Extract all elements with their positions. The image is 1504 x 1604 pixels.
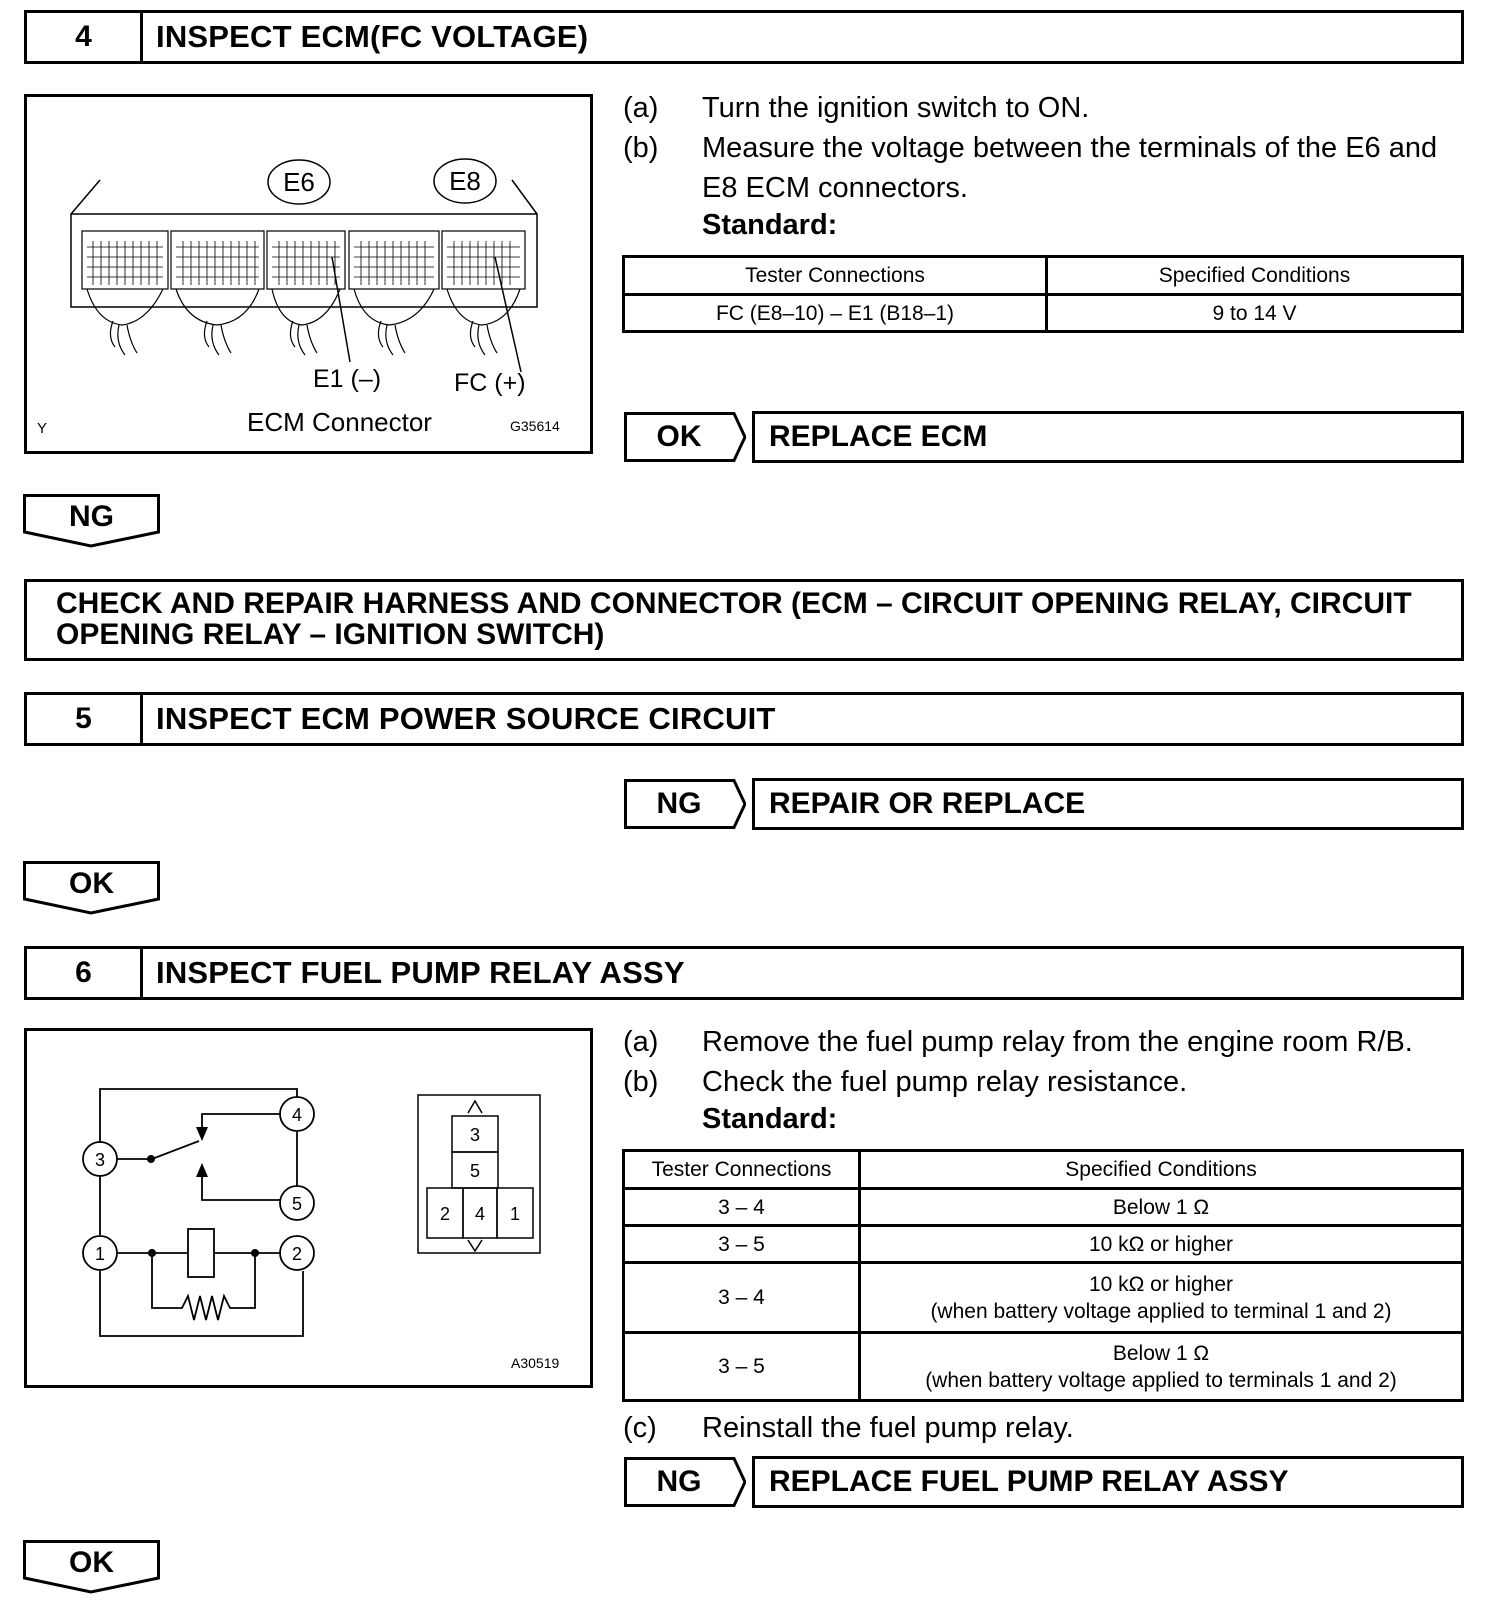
relay-schematic-figure [24,1028,593,1388]
socket-4: 4 [474,1204,486,1224]
table-cell: 9 to 14 V [1047,295,1463,332]
figure-code: G35614 [510,418,560,434]
instr-letter: (b) [623,1066,659,1098]
instr-letter: (a) [623,92,659,124]
table-cell: 3 – 4 [624,1189,860,1226]
result-replace-ecm: REPLACE ECM [752,411,1464,463]
terminal-5: 5 [291,1194,303,1214]
instr-text: Check the fuel pump relay resistance. [702,1066,1188,1098]
table-row [624,1189,1463,1226]
table-cell [860,1333,1463,1401]
instr-letter: (b) [623,132,659,164]
result-replace-relay: REPLACE FUEL PUMP RELAY ASSY [752,1456,1464,1508]
ecm-connector-figure [24,94,593,454]
table-header: Specified Conditions [1047,257,1463,295]
step-6-header [24,946,1464,1000]
table-row [624,1333,1463,1401]
step4-spec-table [622,255,1464,333]
table-header: Tester Connections [624,257,1047,295]
table-cell: 3 – 5 [624,1333,860,1401]
table-cell: 3 – 5 [624,1226,860,1263]
socket-3: 3 [469,1125,481,1145]
figure-code: A30519 [511,1355,560,1371]
flow-ok-tag: OK [23,1540,160,1594]
instr-text: Measure the voltage between the terminals of the E6 and [702,132,1438,164]
step-5-header [24,692,1464,746]
instr-text: Reinstall the fuel pump relay. [702,1412,1074,1444]
step-number: 6 [27,949,143,997]
label-e8: E8 [449,166,481,196]
table-cell [860,1263,1463,1333]
table-header: Specified Conditions [860,1151,1463,1189]
instr-text: Turn the ignition switch to ON. [702,92,1090,124]
instr-text: Remove the fuel pump relay from the engine room R/B. [702,1026,1413,1058]
instr-text: E8 ECM connectors. [702,172,968,204]
ecm-connector-drawing [27,97,590,451]
step6-spec-table [622,1149,1464,1402]
table-header: Tester Connections [624,1151,860,1189]
flow-ng-tag: NG [23,494,160,548]
socket-5: 5 [469,1161,481,1181]
socket-1: 1 [509,1204,521,1224]
standard-label: Standard: [702,1103,838,1135]
result-ng-tag: NG [624,779,746,829]
table-cell: FC (E8–10) – E1 (B18–1) [624,295,1047,332]
socket-2: 2 [439,1204,451,1224]
repair-text-line: OPENING RELAY – IGNITION SWITCH) [56,618,605,651]
figure-caption: ECM Connector [247,407,432,437]
terminal-2: 2 [291,1244,303,1264]
table-row [624,1263,1463,1333]
step6-instruction-c [623,1408,1464,1448]
repair-text-line: CHECK AND REPAIR HARNESS AND CONNECTOR (ECM – CIRCUIT OPENING RELAY, CIRCUIT [56,587,1412,620]
corner-mark: Y [37,420,48,437]
relay-schematic-drawing [27,1031,590,1385]
label-e1: E1 (–) [313,365,382,393]
cell-condition: 10 kΩ or higher [1088,1272,1234,1296]
instr-letter: (a) [623,1026,659,1058]
terminal-1: 1 [94,1244,106,1264]
step4-instructions [623,88,1464,208]
table-cell: 3 – 4 [624,1263,860,1333]
result-ok-tag: OK [624,412,746,462]
instr-letter: (c) [623,1412,657,1444]
terminal-3: 3 [94,1150,106,1170]
step-title: INSPECT ECM POWER SOURCE CIRCUIT [156,701,776,736]
step6-instructions [623,1022,1464,1102]
step-4-header [24,10,1464,64]
table-row [624,295,1463,332]
cell-note: (when battery voltage applied to terminals 1 and 2) [925,1368,1397,1392]
terminal-4: 4 [291,1105,303,1125]
step-title: INSPECT FUEL PUMP RELAY ASSY [156,955,685,990]
label-fc: FC (+) [454,369,526,397]
table-cell: Below 1 Ω [860,1189,1463,1226]
cell-condition: Below 1 Ω [1112,1341,1210,1365]
step-number: 4 [27,13,143,61]
label-e6: E6 [283,167,315,197]
table-row [624,1226,1463,1263]
result-ng-tag: NG [624,1457,746,1507]
flow-ok-tag: OK [23,861,160,915]
cell-note: (when battery voltage applied to terminal 1 and 2) [930,1299,1392,1323]
table-cell: 10 kΩ or higher [860,1226,1463,1263]
step-number: 5 [27,695,143,743]
standard-label: Standard: [702,209,838,241]
step-title: INSPECT ECM(FC VOLTAGE) [156,19,589,54]
result-repair-or-replace: REPAIR OR REPLACE [752,778,1464,830]
repair-harness-box [24,579,1464,661]
